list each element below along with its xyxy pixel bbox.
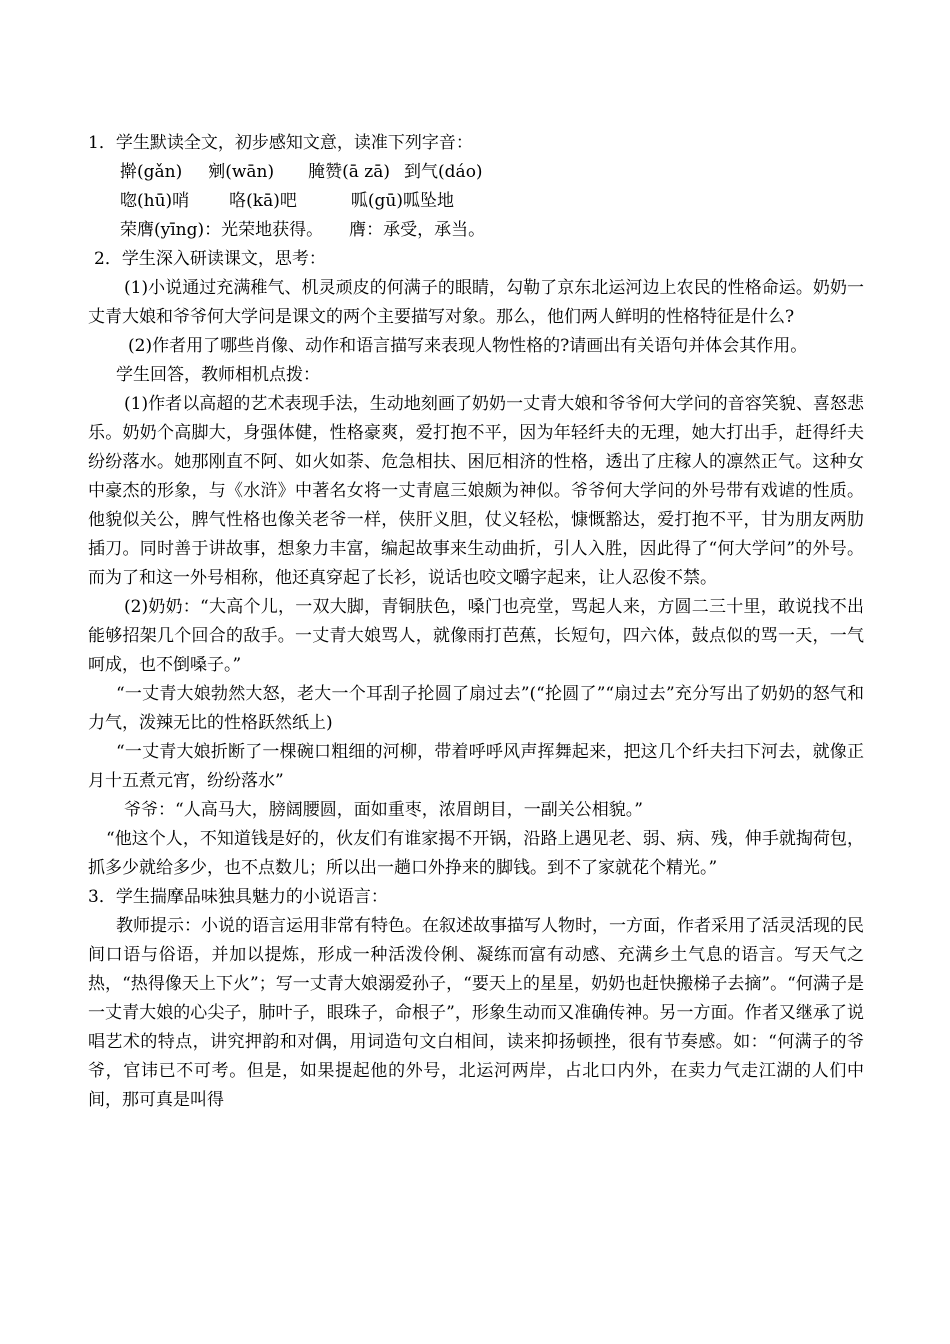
pronunciation-item: 呱(gū)呱坠地 bbox=[350, 191, 454, 211]
pronunciation-row-1 bbox=[88, 158, 864, 187]
answer-intro: 学生回答，教师相机点拨： bbox=[116, 365, 320, 385]
teacher-note: 教师提示：小说的语言运用非常有特色。在叙述故事描写人物时，一方面，作者采用了活灵活现的民间口语与俗语，并加以提炼，形成一种活泼伶俐、凝练而富有动感、充满乡土气息的语言。写天气之热，“热得像天上下火”；写一丈青大娘溺爱孙子，“要天上的星星，奶奶也赶快搬梯子去摘”。“何满子是一丈青大娘的心尖子，肺叶子，眼珠子，命根子”，形象生动而又准确传神。另一方面。作者又继承了说唱艺术的特点，讲究押韵和对偶，用词造句文白相间，读来抑扬顿挫，很有节奏感。如：“何满子的爷爷，官讳已不可考。但是，如果提起他的外号，北运河两岸，占北口内外，在卖力气走江湖的人们中间，那可真是叫得 bbox=[88, 916, 864, 1110]
quote-2: “一丈青大娘折断了一棵碗口粗细的河柳，带着呼呼风声挥舞起来，把这几个纤夫扫下河去，就像正月十五煮元宵，纷纷落水” bbox=[88, 742, 864, 791]
pronunciation-item: 到气(dáo) bbox=[404, 162, 483, 182]
pronunciation-item: 擀(gǎn) bbox=[120, 162, 183, 182]
pronunciation-row-2 bbox=[88, 187, 864, 216]
pronunciation-item: 咯(kā)吧 bbox=[229, 191, 297, 211]
document-body bbox=[88, 129, 864, 1115]
answer-2: (2)奶奶：“大高个儿，一双大脚，青铜肤色，嗓门也亮堂，骂起人来，方圆二三十里，敢说找不出能够招架几个回合的敌手。一丈青大娘骂人，就像雨打芭蕉，长短句，四六体，鼓点似的骂一天，一气呵成，也不倒嗓子。” bbox=[88, 597, 864, 675]
section-1-heading: 1．学生默读全文，初步感知文意，读准下列字音： bbox=[88, 133, 473, 153]
pronunciation-item: 剜(wān) bbox=[208, 162, 275, 182]
question-1: (1)小说通过充满稚气、机灵顽皮的何满子的眼睛，勾勒了京东北运河边上农民的性格命运。奶奶一丈青大娘和爷爷何大学问是课文的两个主要描写对象。那么，他们两人鲜明的性格特征是什么? bbox=[88, 278, 864, 327]
pronunciation-item: 腌赞(ā zā) bbox=[308, 162, 391, 182]
section-3-heading: 3．学生揣摩品味独具魅力的小说语言： bbox=[88, 887, 388, 907]
answer-1: (1)作者以高超的艺术表现手法，生动地刻画了奶奶一丈青大娘和爷爷何大学问的音容笑貌、喜怒悲乐。奶奶个高脚大，身强体健，性格豪爽，爱打抱不平，因为年轻纤夫的无理，她大打出手，赶得纤夫纷纷落水。她那刚直不阿、如火如荼、危急相扶、困厄相济的性格，透出了庄稼人的凛然正气。这种女中豪杰的形象，与《水浒》中著名女将一丈青扈三娘颇为神似。爷爷何大学问的外号带有戏谑的性质。他貌似关公，脾气性格也像关老爷一样，侠肝义胆，仗义轻松，慷慨豁达，爱打抱不平，甘为朋友两肋插刀。同时善于讲故事，想象力丰富，编起故事来生动曲折，引人入胜，因此得了“何大学问”的外号。而为了和这一外号相称，他还真穿起了长衫，说话也咬文嚼字起来，让人忍俊不禁。 bbox=[88, 394, 864, 588]
quote-3: 爷爷：“人高马大，膀阔腰圆，面如重枣，浓眉朗目，一副关公相貌。” bbox=[124, 800, 643, 820]
definition-item: 荣膺(yīng)：光荣地获得。 bbox=[120, 220, 324, 240]
quote-1: “一丈青大娘勃然大怒，老大一个耳刮子抡圆了扇过去”(“抡圆了”“扇过去”充分写出了奶奶的怒气和力气，泼辣无比的性格跃然纸上) bbox=[88, 684, 864, 733]
section-2-heading: 2．学生深入研读课文，思考： bbox=[94, 249, 326, 269]
definition-item: 膺：承受，承当。 bbox=[349, 220, 486, 240]
question-2: (2)作者用了哪些肖像、动作和语言描写来表现人物性格的?请画出有关语句并体会其作用。 bbox=[128, 336, 808, 356]
pronunciation-item: 唿(hū)哨 bbox=[120, 191, 190, 211]
quote-4: “他这个人，不知道钱是好的，伙友们有谁家揭不开锅，沿路上遇见老、弱、病、残，伸手就掏荷包，抓多少就给多少，也不点数儿；所以出一趟口外挣来的脚钱。到不了家就花个精光。” bbox=[88, 829, 864, 878]
pronunciation-row-3 bbox=[88, 216, 864, 245]
